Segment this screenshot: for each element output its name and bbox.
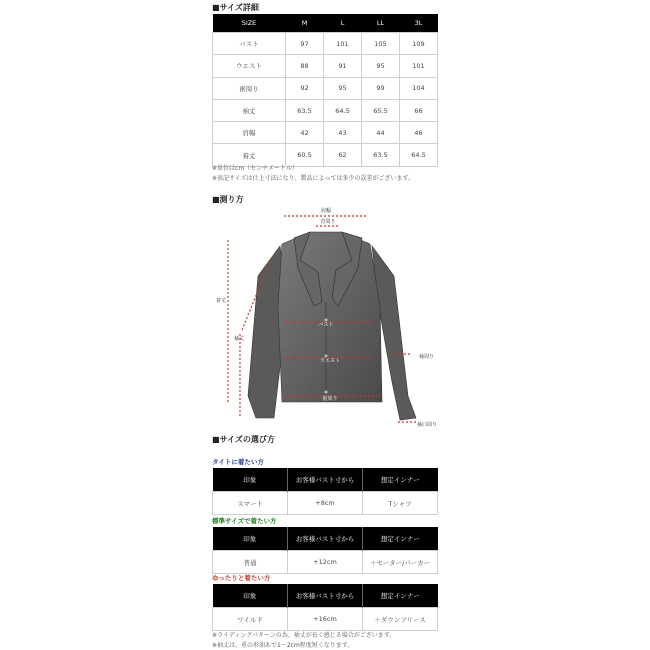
size-table-header — [213, 14, 438, 33]
label-sleeve: 袖丈 — [234, 336, 245, 342]
header-ll: LL — [362, 14, 400, 33]
table-row — [213, 99, 438, 121]
cell: ＋ダウンフリース — [363, 608, 438, 631]
cell: 43 — [324, 122, 362, 144]
sleeve-note: ※袖丈は、重の形油あで1〜2cm程度短くなります。 — [212, 642, 354, 649]
header-inner: 想定インナー — [363, 468, 438, 492]
cell: 88 — [286, 55, 324, 77]
cell: 42 — [286, 122, 324, 144]
row-label: バスト — [213, 33, 286, 55]
row-label: ウエスト — [213, 55, 286, 77]
cell: +8cm — [288, 492, 363, 515]
cell: +16cm — [288, 608, 363, 631]
cell: 95 — [324, 77, 362, 99]
group-title-tight: タイトに着たい方 — [212, 458, 264, 466]
size-table — [212, 14, 438, 167]
header-l: L — [324, 14, 362, 33]
table-row — [213, 122, 438, 144]
size-details-title: ■サイズ詳細 — [212, 3, 259, 12]
header-bust: お客様バスト寸から — [288, 527, 363, 551]
cell: 46 — [400, 122, 438, 144]
cell: 99 — [362, 77, 400, 99]
table-row — [213, 77, 438, 99]
measure-title: ■測り方 — [212, 195, 244, 204]
cell: 92 — [286, 77, 324, 99]
cell: 109 — [400, 33, 438, 55]
cell: 64.5 — [324, 99, 362, 121]
cell: 104 — [400, 77, 438, 99]
label-waist: ウエスト — [319, 358, 341, 364]
label-bust: バスト — [318, 322, 334, 328]
row-label: 裾周り — [213, 77, 286, 99]
header-inner: 想定インナー — [363, 527, 438, 551]
table-row — [213, 33, 438, 55]
cell: 101 — [324, 33, 362, 55]
cell: ワイルド — [213, 608, 288, 631]
header-3l: 3L — [400, 14, 438, 33]
cell: 91 — [324, 55, 362, 77]
riding-note: ※ライディングパターンの為、袖丈が長く感じる場合がございます。 — [212, 632, 396, 639]
table-row — [213, 55, 438, 77]
row-label: 着丈 — [213, 144, 286, 166]
header-m: M — [286, 14, 324, 33]
label-arm: 袖周り — [419, 354, 435, 360]
header-bust: お客様バスト寸から — [288, 468, 363, 492]
cell: 97 — [286, 33, 324, 55]
cell: 66 — [400, 99, 438, 121]
choice-table-loose — [212, 584, 438, 631]
label-neck: 首周り — [320, 219, 336, 225]
table-row — [213, 608, 438, 631]
cell: スマート — [213, 492, 288, 515]
cell: 101 — [400, 55, 438, 77]
choice-table-standard — [212, 527, 438, 574]
unit-note: ※単位はcm（センチメートル） — [212, 165, 298, 172]
cell: 65.5 — [362, 99, 400, 121]
jacket-illustration — [212, 206, 438, 432]
row-label: 肩幅 — [213, 122, 286, 144]
cell: ＋セーター/パーカー — [363, 551, 438, 574]
cell: 95 — [362, 55, 400, 77]
label-hem: 裾周り — [322, 396, 338, 402]
choice-table-tight — [212, 468, 438, 515]
header-size: SIZE — [213, 14, 286, 33]
cell: 64.5 — [400, 144, 438, 166]
cell: 普通 — [213, 551, 288, 574]
header-bust: お客様バスト寸から — [288, 584, 363, 608]
row-label: 袖丈 — [213, 99, 286, 121]
tolerance-note: ※表記サイズは仕上寸法になり、製品によっては多少の誤差がございます。 — [212, 175, 415, 182]
header-impression: 印象 — [213, 584, 288, 608]
header-inner: 想定インナー — [363, 584, 438, 608]
header-impression: 印象 — [213, 527, 288, 551]
choice-title: ■サイズの選び方 — [212, 435, 275, 444]
table-row — [213, 492, 438, 515]
cell: 44 — [362, 122, 400, 144]
cell: 62 — [324, 144, 362, 166]
group-title-loose: ゆったりと着たい方 — [212, 574, 271, 582]
group-title-standard: 標準サイズで着たい方 — [212, 517, 277, 525]
cell: Tシャツ — [363, 492, 438, 515]
jacket-body — [278, 232, 382, 402]
label-length: 着丈 — [216, 298, 227, 304]
table-row — [213, 551, 438, 574]
label-cuff: 袖口周り — [417, 422, 438, 428]
header-impression: 印象 — [213, 468, 288, 492]
cell: +12cm — [288, 551, 363, 574]
cell: 60.5 — [286, 144, 324, 166]
cell: 105 — [362, 33, 400, 55]
label-shoulder: 肩幅 — [320, 208, 332, 214]
cell: 63.5 — [286, 99, 324, 121]
cell: 63.5 — [362, 144, 400, 166]
